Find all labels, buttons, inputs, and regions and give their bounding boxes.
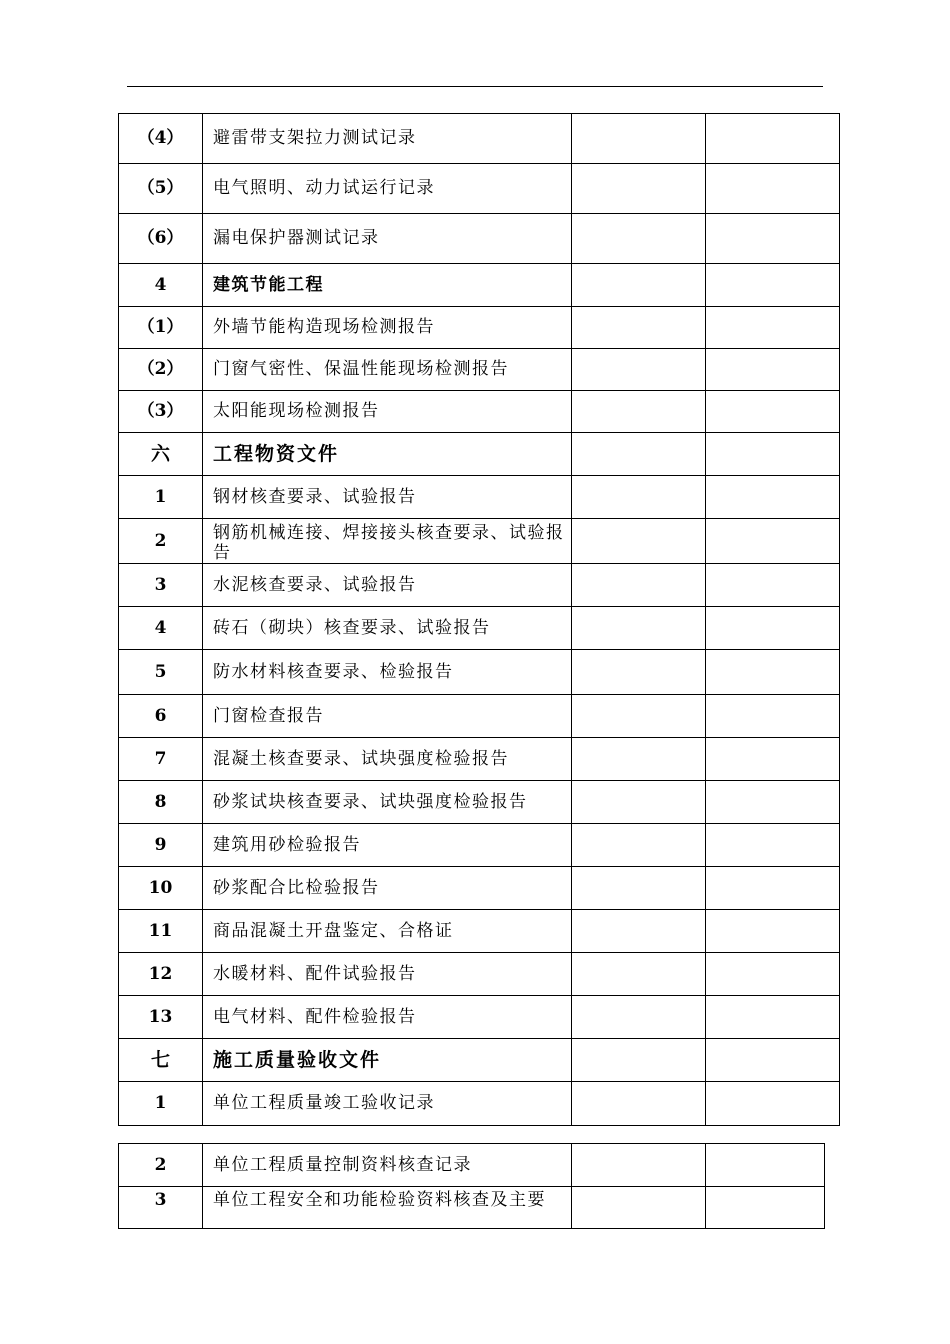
empty-cell xyxy=(572,214,706,264)
empty-cell xyxy=(706,867,840,910)
table-row xyxy=(119,1187,825,1229)
table-row xyxy=(119,349,840,391)
row-name: 电气照明、动力试运行记录 xyxy=(203,164,572,214)
empty-cell xyxy=(572,1144,706,1187)
row-number: 3 xyxy=(119,564,203,607)
empty-cell xyxy=(572,307,706,349)
table-row xyxy=(119,519,840,564)
row-number: 六 xyxy=(119,433,203,476)
row-name: 避雷带支架拉力测试记录 xyxy=(203,114,572,164)
row-number: （1） xyxy=(119,307,203,349)
empty-cell xyxy=(706,695,840,738)
row-number: 12 xyxy=(119,953,203,996)
row-number: 1 xyxy=(119,1082,203,1126)
empty-cell xyxy=(572,433,706,476)
row-name: 砂浆试块核查要录、试块强度检验报告 xyxy=(203,781,572,824)
row-name: 钢筋机械连接、焊接接头核查要录、试验报告 xyxy=(203,519,572,564)
empty-cell xyxy=(706,307,840,349)
row-number: 13 xyxy=(119,996,203,1039)
document-table-1 xyxy=(118,113,840,1126)
row-number: （2） xyxy=(119,349,203,391)
row-number: 9 xyxy=(119,824,203,867)
row-number: 11 xyxy=(119,910,203,953)
table-row xyxy=(119,867,840,910)
row-name: 砖石（砌块）核查要录、试验报告 xyxy=(203,607,572,650)
row-name: 混凝土核查要录、试块强度检验报告 xyxy=(203,738,572,781)
empty-cell xyxy=(572,114,706,164)
empty-cell xyxy=(706,214,840,264)
empty-cell xyxy=(706,349,840,391)
row-name: 门窗气密性、保温性能现场检测报告 xyxy=(203,349,572,391)
row-number: 7 xyxy=(119,738,203,781)
table-row xyxy=(119,391,840,433)
row-number: 七 xyxy=(119,1039,203,1082)
row-name: 钢材核查要录、试验报告 xyxy=(203,476,572,519)
empty-cell xyxy=(572,650,706,695)
table-row xyxy=(119,164,840,214)
empty-cell xyxy=(706,738,840,781)
empty-cell xyxy=(706,781,840,824)
empty-cell xyxy=(572,910,706,953)
row-name: 水泥核查要录、试验报告 xyxy=(203,564,572,607)
row-name: 砂浆配合比检验报告 xyxy=(203,867,572,910)
empty-cell xyxy=(706,114,840,164)
empty-cell xyxy=(572,824,706,867)
row-name: 单位工程质量竣工验收记录 xyxy=(203,1082,572,1126)
row-number: 4 xyxy=(119,264,203,307)
empty-cell xyxy=(572,953,706,996)
row-number: 6 xyxy=(119,695,203,738)
empty-cell xyxy=(706,953,840,996)
empty-cell xyxy=(706,1144,825,1187)
empty-cell xyxy=(572,476,706,519)
row-name: 外墙节能构造现场检测报告 xyxy=(203,307,572,349)
row-name: 电气材料、配件检验报告 xyxy=(203,996,572,1039)
empty-cell xyxy=(706,564,840,607)
table-row xyxy=(119,650,840,695)
table-row xyxy=(119,114,840,164)
table-row xyxy=(119,996,840,1039)
table-row xyxy=(119,307,840,349)
row-name: 建筑用砂检验报告 xyxy=(203,824,572,867)
row-number: 2 xyxy=(119,519,203,564)
row-name: 门窗检查报告 xyxy=(203,695,572,738)
empty-cell xyxy=(706,1082,840,1126)
empty-cell xyxy=(706,607,840,650)
row-number: （5） xyxy=(119,164,203,214)
empty-cell xyxy=(572,1187,706,1229)
empty-cell xyxy=(706,1187,825,1229)
row-number: （3） xyxy=(119,391,203,433)
table-row xyxy=(119,607,840,650)
row-number: 4 xyxy=(119,607,203,650)
table-row xyxy=(119,738,840,781)
row-name: 漏电保护器测试记录 xyxy=(203,214,572,264)
table-row xyxy=(119,564,840,607)
section-heading: 建筑节能工程 xyxy=(203,264,572,307)
row-number: （4） xyxy=(119,114,203,164)
row-number: 10 xyxy=(119,867,203,910)
empty-cell xyxy=(572,164,706,214)
empty-cell xyxy=(572,738,706,781)
row-number: （6） xyxy=(119,214,203,264)
empty-cell xyxy=(706,264,840,307)
section-row xyxy=(119,1039,840,1082)
row-number: 5 xyxy=(119,650,203,695)
empty-cell xyxy=(572,996,706,1039)
row-name: 防水材料核查要录、检验报告 xyxy=(203,650,572,695)
row-name: 水暖材料、配件试验报告 xyxy=(203,953,572,996)
section-row xyxy=(119,433,840,476)
empty-cell xyxy=(706,433,840,476)
row-number: 8 xyxy=(119,781,203,824)
table-row xyxy=(119,1144,825,1187)
table-row xyxy=(119,953,840,996)
row-name: 太阳能现场检测报告 xyxy=(203,391,572,433)
empty-cell xyxy=(706,996,840,1039)
empty-cell xyxy=(706,910,840,953)
empty-cell xyxy=(572,564,706,607)
section-row xyxy=(119,264,840,307)
row-name: 单位工程安全和功能检验资料核查及主要 xyxy=(203,1187,572,1229)
empty-cell xyxy=(572,781,706,824)
row-number: 2 xyxy=(119,1144,203,1187)
table-row xyxy=(119,1082,840,1126)
header-rule xyxy=(127,86,823,87)
empty-cell xyxy=(572,1039,706,1082)
table-row xyxy=(119,781,840,824)
section-heading: 工程物资文件 xyxy=(203,433,572,476)
empty-cell xyxy=(572,264,706,307)
row-number: 1 xyxy=(119,476,203,519)
table-row xyxy=(119,214,840,264)
empty-cell xyxy=(706,476,840,519)
empty-cell xyxy=(572,867,706,910)
empty-cell xyxy=(706,391,840,433)
row-name: 商品混凝土开盘鉴定、合格证 xyxy=(203,910,572,953)
empty-cell xyxy=(572,695,706,738)
empty-cell xyxy=(706,1039,840,1082)
document-table-2 xyxy=(118,1143,825,1229)
empty-cell xyxy=(706,164,840,214)
empty-cell xyxy=(706,650,840,695)
table-row xyxy=(119,910,840,953)
empty-cell xyxy=(706,519,840,564)
row-name: 单位工程质量控制资料核查记录 xyxy=(203,1144,572,1187)
empty-cell xyxy=(572,519,706,564)
empty-cell xyxy=(706,824,840,867)
table-row xyxy=(119,476,840,519)
table-row xyxy=(119,695,840,738)
empty-cell xyxy=(572,1082,706,1126)
section-heading: 施工质量验收文件 xyxy=(203,1039,572,1082)
empty-cell xyxy=(572,349,706,391)
table-row xyxy=(119,824,840,867)
empty-cell xyxy=(572,607,706,650)
row-number: 3 xyxy=(119,1187,203,1229)
empty-cell xyxy=(572,391,706,433)
